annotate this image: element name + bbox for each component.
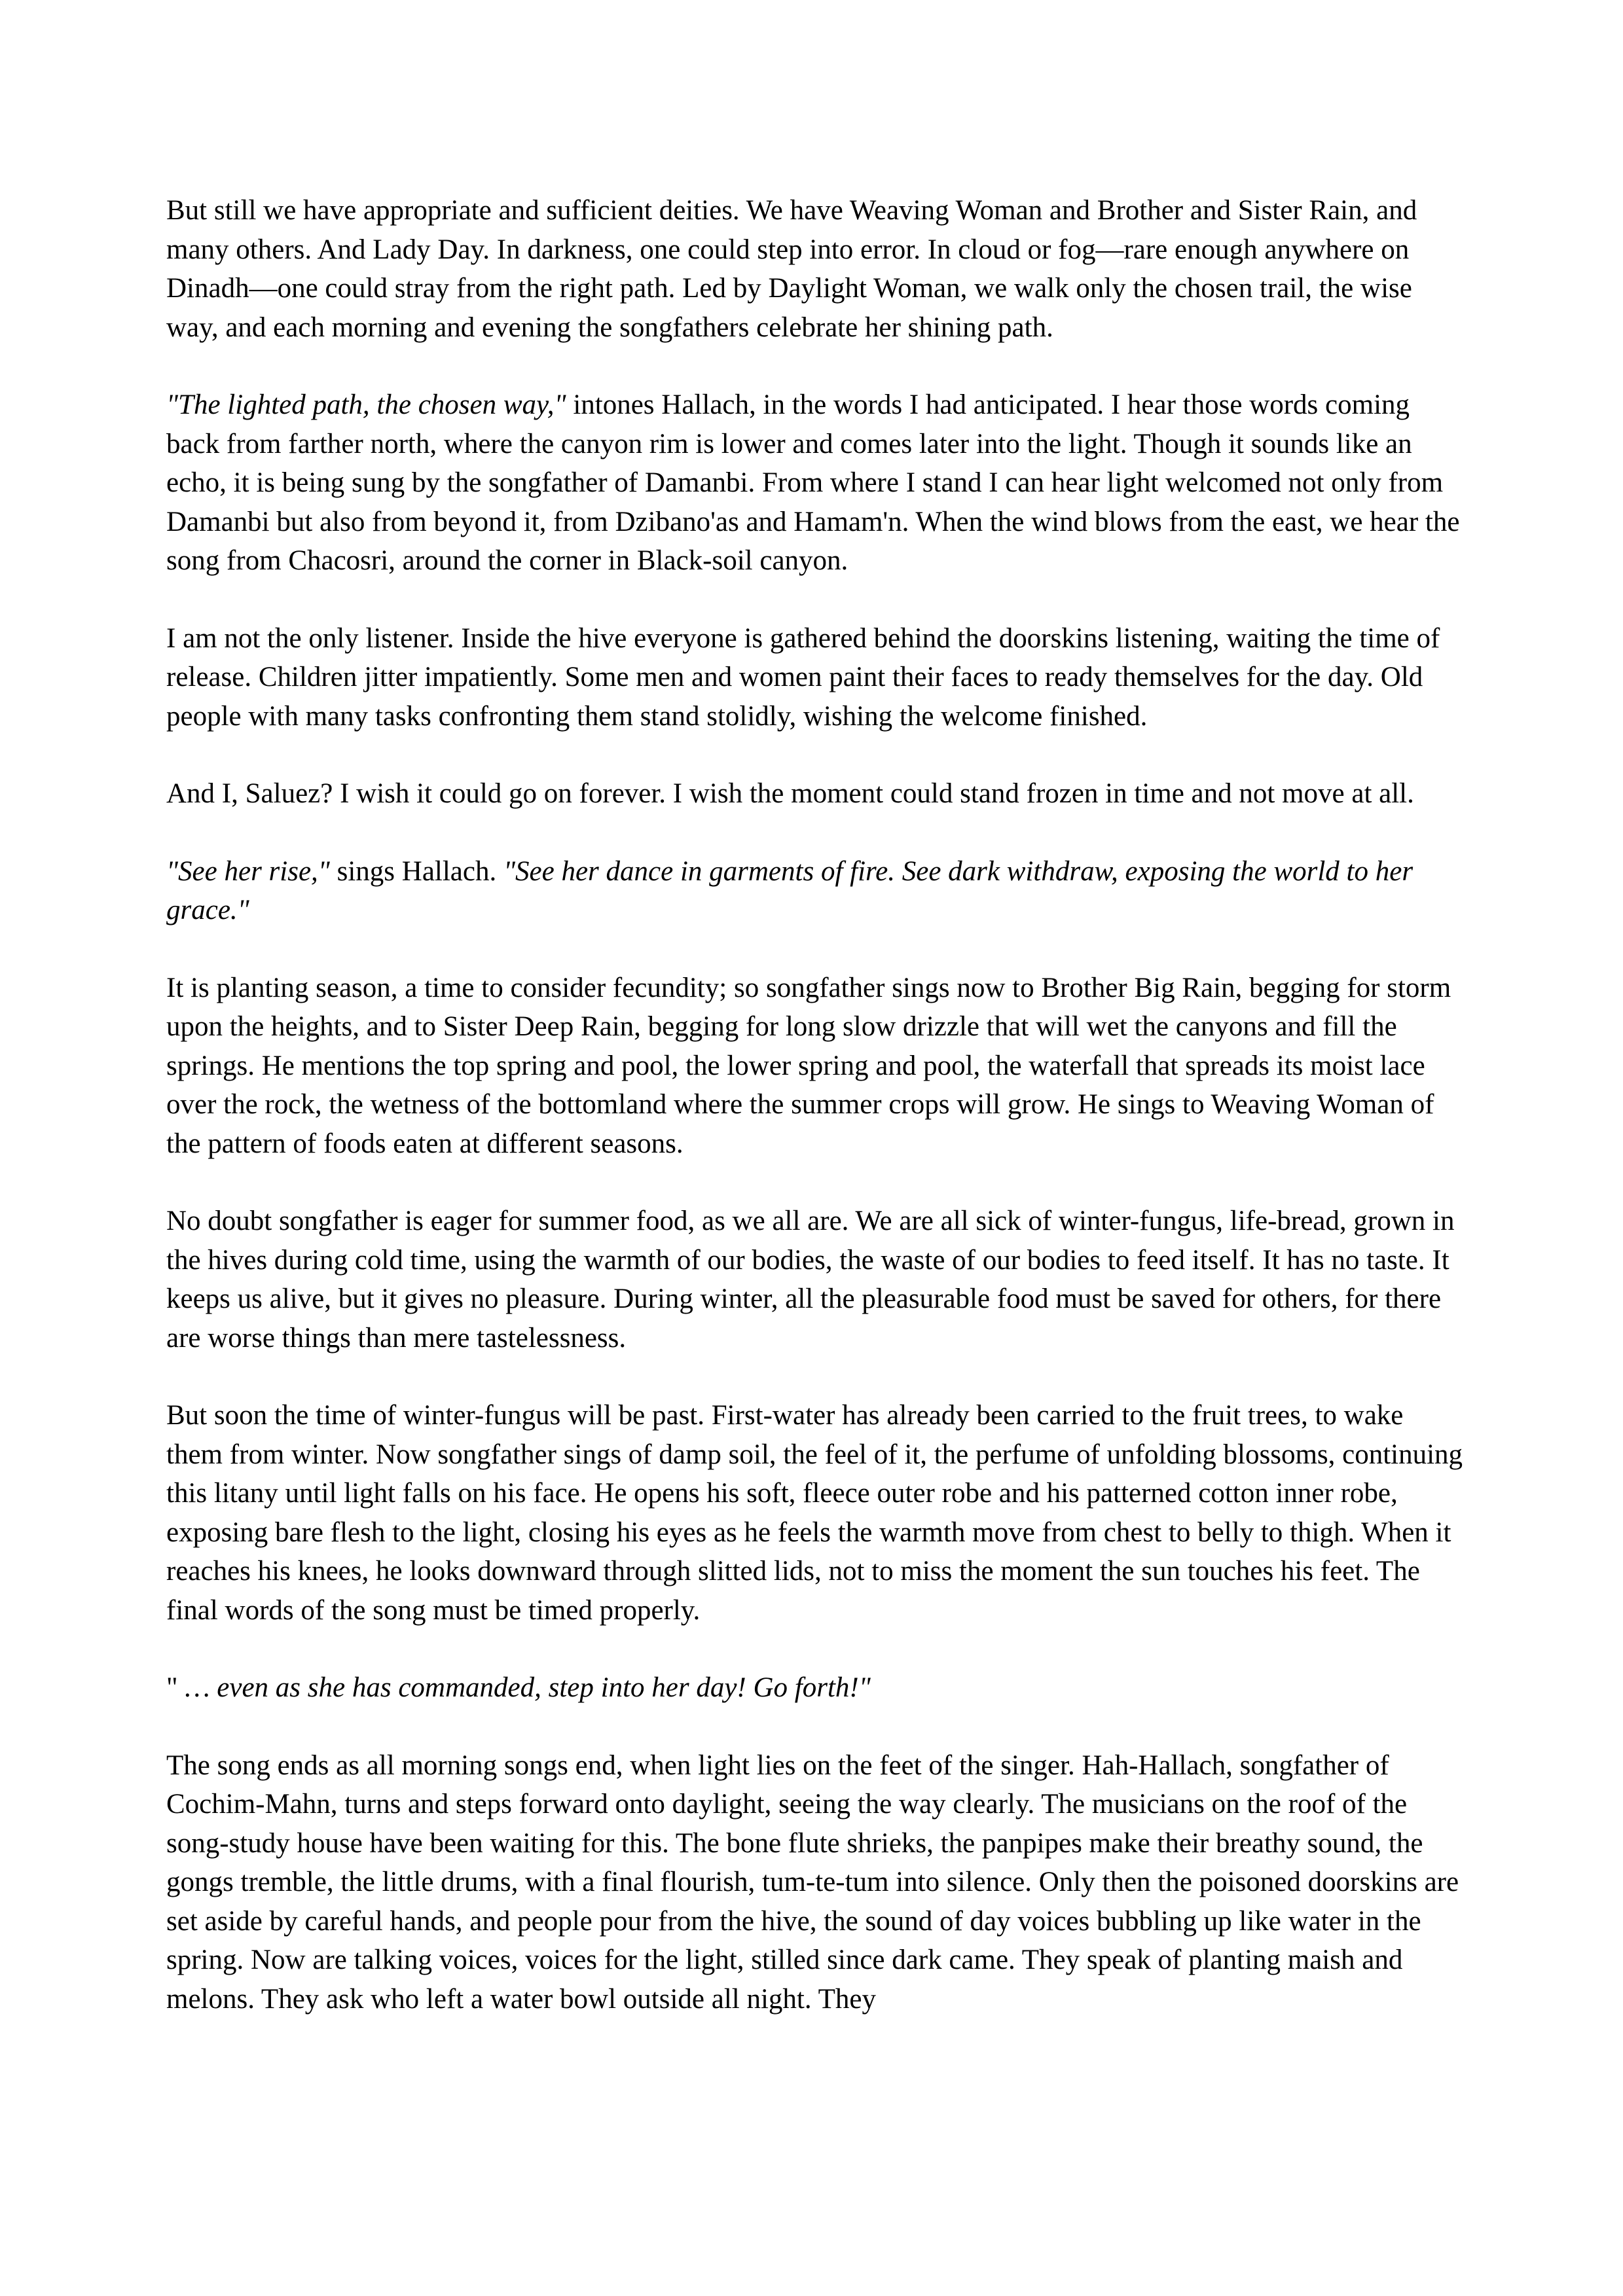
quote-see-her-dance: "See her dance in garments of fire. See dark withdraw, exposing the world to her grace." — [166, 855, 1413, 925]
quote-see-her-rise: "See her rise," — [166, 855, 330, 887]
paragraph-deities: But still we have appropriate and sufficient deities. We have Weaving Woman and Brother and Sister Rain, and many others. And Lady Day. In darkness, one could step into error. In cloud or fog—rare enough anywhere on Dinadh—one could stray from the right path. Led by Daylight Woman, we walk only the chosen trail, the wise way, and each morning and evening the songfathers celebrate her shining path. — [166, 195, 1417, 343]
paragraph-winter-fungus: No doubt songfather is eager for summer food, as we all are. We are all sick of winter-fungus, life-bread, grown in the hives during cold time, using the warmth of our bodies, the waste of our bodies to feed itself. It has no taste. It keeps us alive, but it gives no pleasure. During winter, all the pleasurable food must be saved for others, for there are worse things than mere tastelessness. — [166, 1206, 1455, 1354]
document-page — [166, 191, 1466, 2018]
quote-go-forth: … even as she has commanded, step into her day! Go forth!" — [185, 1672, 871, 1703]
paragraph-see-her-rise-text: sings Hallach. — [329, 855, 503, 887]
paragraph-see-her-rise — [166, 852, 1466, 930]
paragraph-lighted-path — [166, 386, 1466, 581]
paragraph-listener: I am not the only listener. Inside the hive everyone is gathered behind the doorskins listening, waiting the time of release. Children jitter impatiently. Some men and women paint their faces to ready themselves for the day. Old people with many tasks confronting them stand stolidly, wishing the welcome finished. — [166, 622, 1440, 732]
paragraph-lighted-path-text: intones Hallach, in the words I had anticipated. I hear those words coming back from farther north, where the canyon rim is lower and comes later into the light. Though it sounds like an echo, it is being sung by the songfather of Damanbi. From where I stand I can hear light welcomed not only from Damanbi but also from beyond it, from Dzibano'as and Hamam'n. When the wind blows from the east, we hear the song from Chacosri, around the corner in Black-soil canyon. — [166, 389, 1460, 576]
paragraph-go-forth-open: " — [166, 1672, 185, 1703]
paragraph-first-water: But soon the time of winter-fungus will be past. First-water has already been carried to the fruit trees, to wake them from winter. Now songfather sings of damp soil, the feel of it, the perfume of unfolding blossoms, continuing this litany until light falls on his face. He opens his soft, fleece outer robe and his patterned cotton inner robe, exposing bare flesh to the light, closing his eyes as he feels the warmth move from chest to belly to thigh. When it reaches his knees, he looks downward through slitted lids, not to miss the moment the sun touches his feet. The final words of the song must be timed properly. — [166, 1400, 1463, 1626]
paragraph-saluez: And I, Saluez? I wish it could go on forever. I wish the moment could stand frozen in time and not move at all. — [166, 778, 1414, 809]
paragraph-planting-season: It is planting season, a time to consider fecundity; so songfather sings now to Brother Big Rain, begging for storm upon the heights, and to Sister Deep Rain, begging for long slow drizzle that will wet the canyons and fill the springs. He mentions the top spring and pool, the lower spring and pool, the waterfall that spreads its moist lace over the rock, the wetness of the bottomland where the summer crops will grow. He sings to Weaving Woman of the pattern of foods eaten at different seasons. — [166, 972, 1451, 1159]
paragraph-song-ends: The song ends as all morning songs end, when light lies on the feet of the singer. Hah-Hallach, songfather of Cochim-Mahn, turns and steps forward onto daylight, seeing the way clearly. The musicians on the roof of the song-study house have been waiting for this. The bone flute shrieks, the panpipes make their breathy sound, the gongs tremble, the little drums, with a final flourish, tum-te-tum into silence. Only then the poisoned doorskins are set aside by careful hands, and people pour from the hive, the sound of day voices bubbling up like water in the spring. Now are talking voices, voices for the light, stilled since dark came. They speak of planting maish and melons. They ask who left a water bowl outside all night. They — [166, 1749, 1459, 2015]
paragraph-go-forth — [166, 1668, 1466, 1708]
quote-lighted-path: "The lighted path, the chosen way," — [166, 389, 566, 420]
